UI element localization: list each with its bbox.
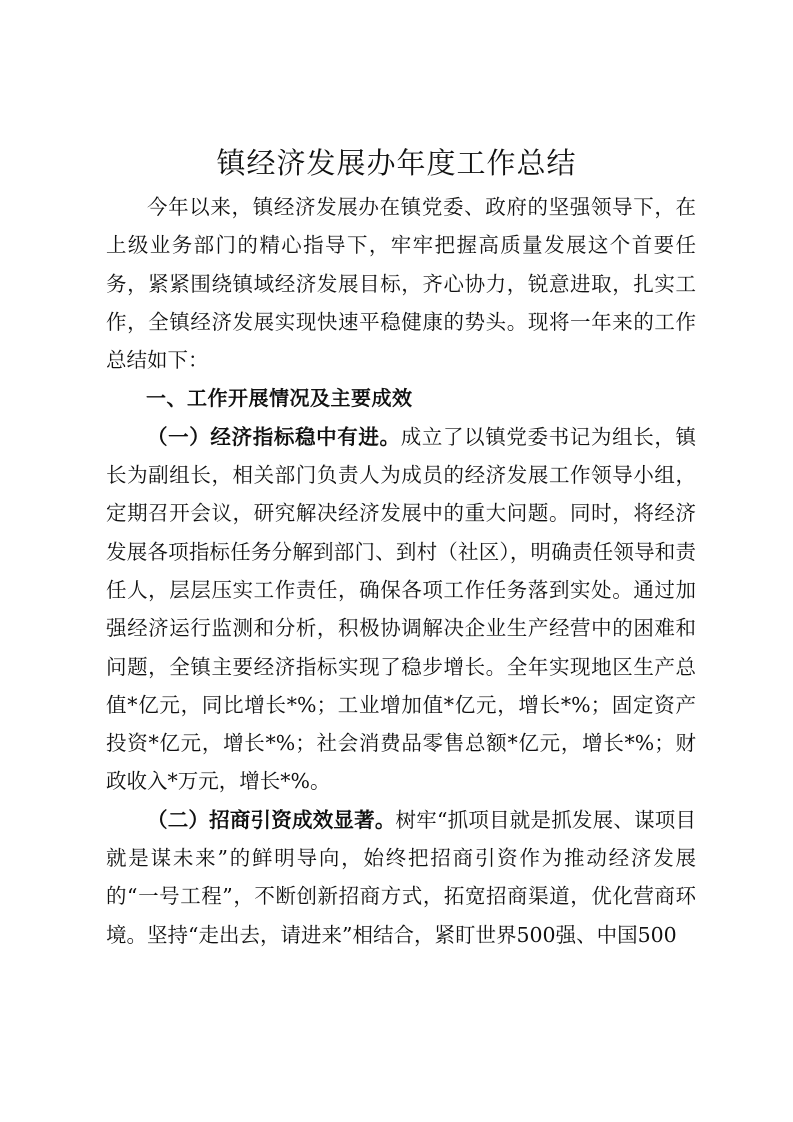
- section-heading: 一、工作开展情况及主要成效: [146, 386, 413, 411]
- paragraph-text: 树牢“抓项目就是抓发展、谋项目就是谋未来”的鲜明导向，始终把招商引资作为推动经济发展的“一号工程”，不断创新招商方式，拓宽招商渠道，优化营商环境。坚持“走出去，请进来”相结合，紧盯世界500强、中国500: [106, 807, 696, 947]
- intro-paragraph: 今年以来，镇经济发展办在镇党委、政府的坚强领导下，在上级业务部门的精心指导下，牢牢把握高质量发展这个首要任务，紧紧围绕镇域经济发展目标，齐心协力，锐意进取，扎实工作，全镇经济发展实现快速平稳健康的势头。现将一年来的工作总结如下：: [106, 195, 696, 373]
- document-body: [106, 188, 696, 954]
- subsection-label: （二）招商引资成效显著。: [147, 807, 396, 832]
- document-title: 镇经济发展办年度工作总结: [216, 146, 577, 180]
- paragraph-economic-indicators: [106, 418, 696, 801]
- paragraph-text: 成立了以镇党委书记为组长，镇长为副组长，相关部门负责人为成员的经济发展工作领导小组，定期召开会议，研究解决经济发展中的重大问题。同时，将经济发展各项指标任务分解到部门、到村（社区），明确责任领导和责任人，层层压实工作责任，确保各项工作任务落到实处。通过加强经济运行监测和分析，积极协调解决企业生产经营中的困难和问题，全镇主要经济指标实现了稳步增长。全年实现地区生产总值*亿元，同比增长*%；工业增加值*亿元，增长*%；固定资产投资*亿元，增长*%；社会消费品零售总额*亿元，增长*%；财政收入*万元，增长*%。: [106, 424, 697, 794]
- subsection-label: （一）经济指标稳中有进。: [147, 424, 401, 449]
- paragraph-investment: [106, 801, 696, 954]
